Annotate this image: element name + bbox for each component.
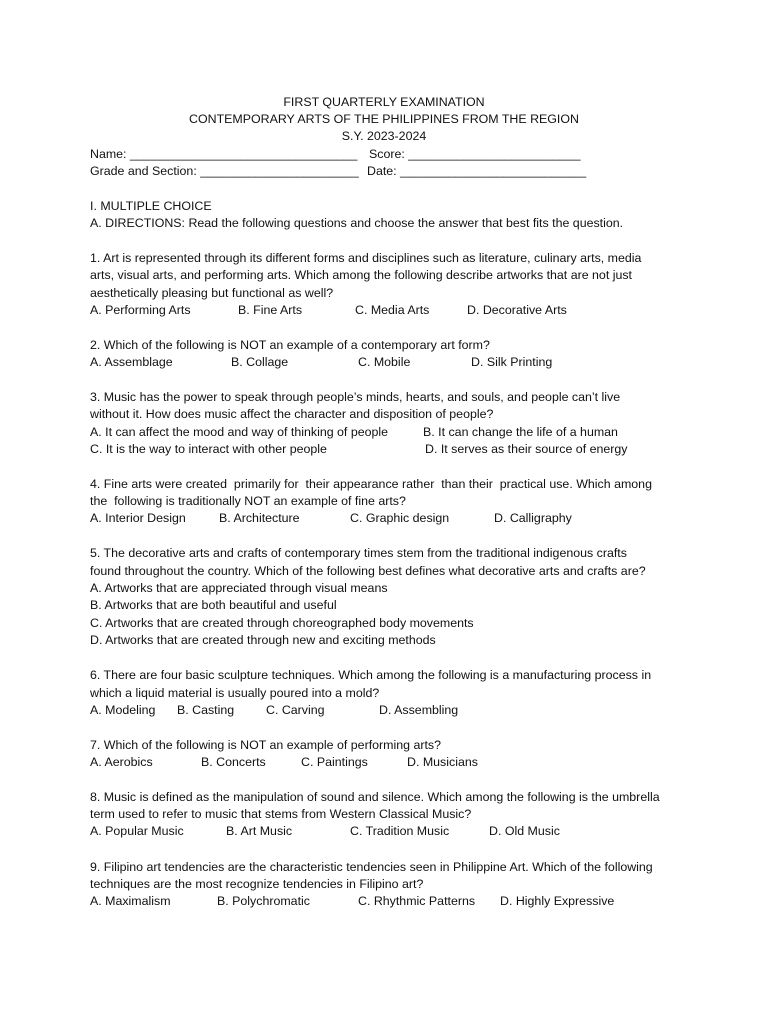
choice-c: C. Artworks that are created through choreographed body movements	[90, 616, 474, 630]
choice-a: A. Modeling	[90, 703, 156, 717]
choice-b: B. Collage	[231, 355, 289, 369]
question-text: found throughout the country. Which of the following best defines what decorative arts and crafts are?	[90, 564, 646, 578]
question-text: 1. Art is represented through its different forms and disciplines such as literature, culinary arts, media	[90, 251, 642, 265]
choice-a: A. Interior Design	[90, 511, 186, 525]
choice-c: C. Paintings	[301, 755, 368, 769]
choice-d: D. Highly Expressive	[500, 894, 615, 908]
question-text: 5. The decorative arts and crafts of contemporary times stem from the traditional indigenous crafts	[90, 546, 627, 560]
section-title: I. MULTIPLE CHOICE	[90, 199, 212, 213]
choice-a: A. Artworks that are appreciated through visual means	[90, 581, 388, 595]
question-text: 4. Fine arts were created primarily for their appearance rather than their practical use. Which among	[90, 477, 652, 491]
score-field: Score: _________________________	[369, 147, 581, 161]
question-text: 3. Music has the power to speak through people’s minds, hearts, and souls, and people can’t live	[90, 390, 621, 404]
name-field: Name: _________________________________	[90, 147, 358, 161]
question-text: aesthetically pleasing but functional as well?	[90, 286, 334, 300]
choice-a: A. It can affect the mood and way of thinking of people	[90, 425, 389, 439]
choice-c: C. Rhythmic Patterns	[358, 894, 476, 908]
question-text: the following is traditionally NOT an example of fine arts?	[90, 494, 406, 508]
school-year: S.Y. 2023-2024	[341, 129, 427, 143]
choice-c: C. Graphic design	[350, 511, 450, 525]
question-text: which a liquid material is usually poured into a mold?	[90, 686, 380, 700]
choice-d: D. Musicians	[407, 755, 478, 769]
question-text: without it. How does music affect the character and disposition of people?	[90, 407, 494, 421]
choice-d: D. Silk Printing	[471, 355, 553, 369]
choice-c: C. Carving	[266, 703, 325, 717]
question-text: 9. Filipino art tendencies are the characteristic tendencies seen in Philippine Art. Which of the following	[90, 860, 653, 874]
choice-b: B. It can change the life of a human	[423, 425, 618, 439]
choice-c: C. It is the way to interact with other people	[90, 442, 327, 456]
question-text: 2. Which of the following is NOT an example of a contemporary art form?	[90, 338, 490, 352]
choice-b: B. Fine Arts	[238, 303, 303, 317]
choice-b: B. Art Music	[226, 824, 293, 838]
date-field: Date: ___________________________	[367, 164, 587, 178]
choice-d: D. It serves as their source of energy	[425, 442, 628, 456]
question-text: 7. Which of the following is NOT an example of performing arts?	[90, 738, 441, 752]
choice-c: C. Mobile	[358, 355, 411, 369]
choice-a: A. Popular Music	[90, 824, 184, 838]
exam-title: FIRST QUARTERLY EXAMINATION	[283, 95, 485, 109]
question-text: arts, visual arts, and performing arts. Which among the following describe artworks that are not just	[90, 268, 632, 282]
choice-d: D. Decorative Arts	[467, 303, 567, 317]
choice-d: D. Calligraphy	[494, 511, 572, 525]
grade-section-field: Grade and Section: _______________________	[90, 164, 359, 178]
choice-d: D. Artworks that are created through new and exciting methods	[90, 633, 436, 647]
choice-d: D. Old Music	[489, 824, 560, 838]
choice-b: B. Architecture	[219, 511, 300, 525]
choice-b: B. Polychromatic	[217, 894, 310, 908]
choice-c: C. Media Arts	[355, 303, 430, 317]
subject-title: CONTEMPORARY ARTS OF THE PHILIPPINES FROM THE REGION	[189, 112, 579, 126]
choice-b: B. Artworks that are both beautiful and useful	[90, 598, 337, 612]
question-text: 8. Music is defined as the manipulation of sound and silence. Which among the following is the umbrella	[90, 790, 660, 804]
choice-a: A. Performing Arts	[90, 303, 191, 317]
choice-d: D. Assembling	[379, 703, 459, 717]
choice-c: C. Tradition Music	[350, 824, 450, 838]
question-text: term used to refer to music that stems from Western Classical Music?	[90, 807, 472, 821]
choice-a: A. Aerobics	[90, 755, 153, 769]
choice-b: B. Casting	[177, 703, 235, 717]
question-text: techniques are the most recognize tendencies in Filipino art?	[90, 877, 424, 891]
choice-a: A. Maximalism	[90, 894, 171, 908]
question-text: 6. There are four basic sculpture techniques. Which among the following is a manufacturing process in	[90, 668, 652, 682]
choice-b: B. Concerts	[201, 755, 266, 769]
choice-a: A. Assemblage	[90, 355, 173, 369]
section-directions: A. DIRECTIONS: Read the following questions and choose the answer that best fits the question.	[90, 216, 624, 230]
